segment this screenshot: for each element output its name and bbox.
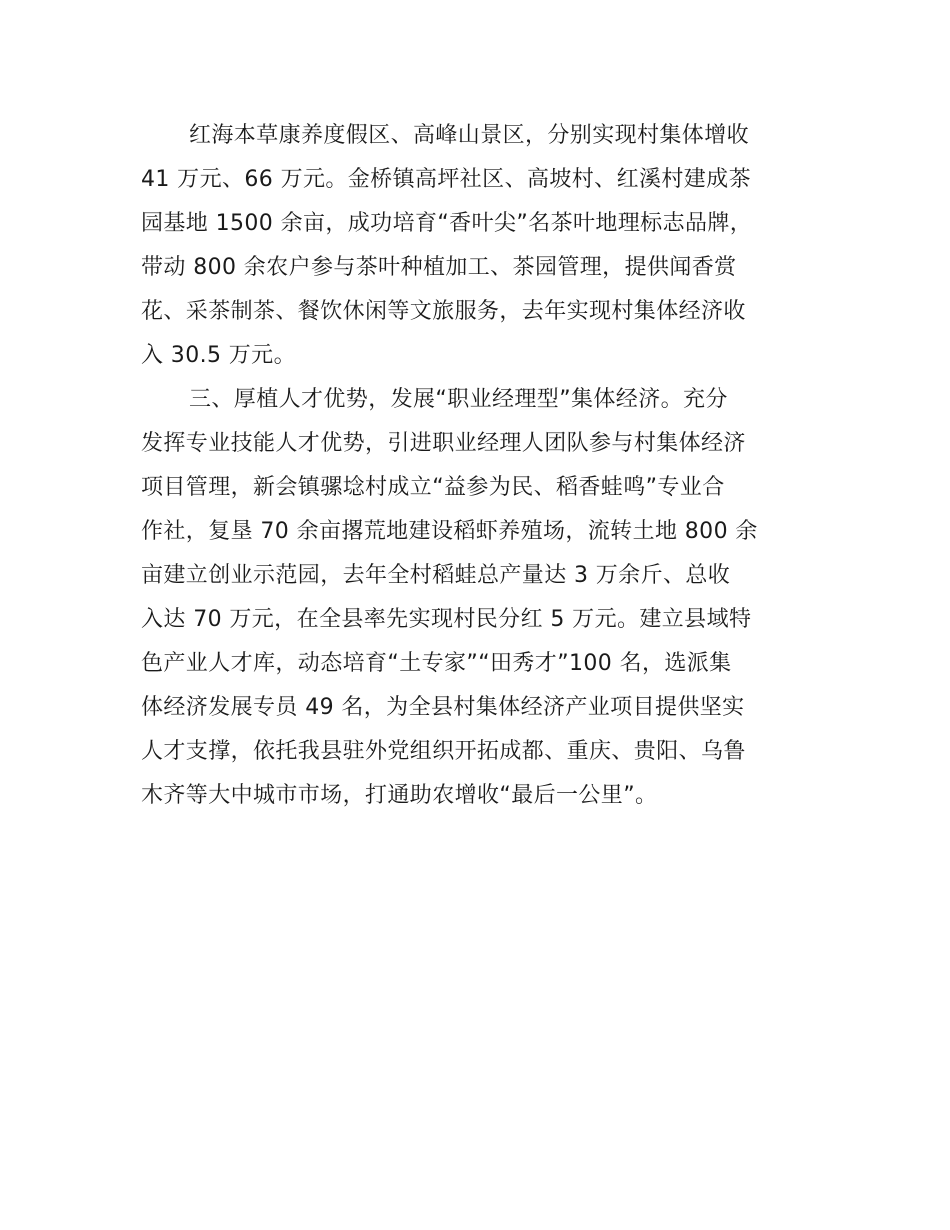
text-line: 体经济发展专员 49 名，为全县村集体经济产业项目提供坚实 <box>141 695 745 720</box>
text-line: 项目管理，新会镇骡埝村成立“益参为民、稻香蛙鸣”专业合 <box>141 475 725 500</box>
paragraph-1 <box>141 114 813 378</box>
document-body <box>141 114 813 818</box>
text-line: 花、采茶制茶、餐饮休闲等文旅服务，去年实现村集体经济收 <box>141 299 746 324</box>
text-line: 色产业人才库，动态培育“土专家”“田秀才”100 名，选派集 <box>141 651 732 676</box>
text-line: 发挥专业技能人才优势，引进职业经理人团队参与村集体经济 <box>141 431 746 456</box>
text-line: 三、厚植人才优势，发展“职业经理型”集体经济。充分 <box>189 387 728 412</box>
text-line: 带动 800 余农户参与茶叶种植加工、茶园管理，提供闻香赏 <box>141 255 737 280</box>
text-line: 作社，复垦 70 余亩撂荒地建设稻虾养殖场，流转土地 800 余 <box>141 519 758 544</box>
paragraph-2 <box>141 378 813 818</box>
text-line: 入达 70 万元，在全县率先实现村民分红 5 万元。建立县域特 <box>141 607 752 632</box>
text-line: 人才支撑，依托我县驻外党组织开拓成都、重庆、贵阳、乌鲁 <box>141 739 746 764</box>
text-line: 亩建立创业示范园，去年全村稻蛙总产量达 3 万余斤、总收 <box>141 563 731 588</box>
text-line: 41 万元、66 万元。金桥镇高坪社区、高坡村、红溪村建成茶 <box>141 167 751 192</box>
text-line: 园基地 1500 余亩，成功培育“香叶尖”名茶叶地理标志品牌， <box>141 211 753 236</box>
text-line: 入 30.5 万元。 <box>141 343 296 368</box>
text-line: 木齐等大中城市市场，打通助农增收“最后一公里”。 <box>141 783 658 808</box>
text-line: 红海本草康养度假区、高峰山景区，分别实现村集体增收 <box>189 123 750 148</box>
